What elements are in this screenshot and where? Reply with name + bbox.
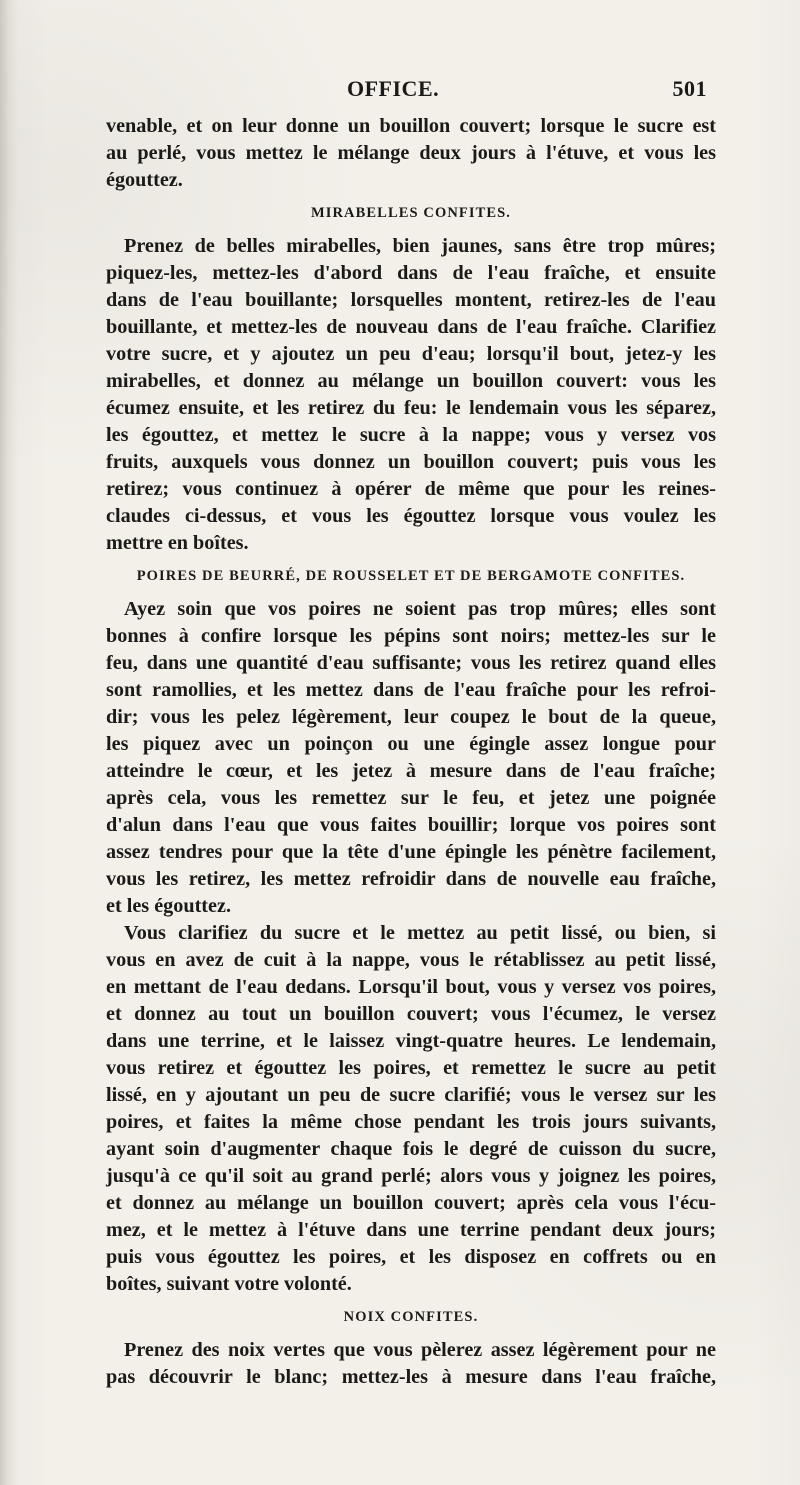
text-line: dans une terrine, et le laissez vingt-quatre heures. Le lendemain, [106,1030,716,1052]
page-fold-shadow [0,0,18,1485]
page-content [106,113,716,1391]
text-line: en mettant de l'eau dedans. Lorsqu'il bout, vous y versez vos poires, [106,976,716,998]
text-line: vous en avez de cuit à la nappe, vous le rétablissez au petit lissé, [106,949,716,971]
section-title-noix: NOIX CONFITES. [343,1309,479,1325]
text-line: mettre en boîtes. [106,532,249,554]
text-line: dans de l'eau bouillante; lorsquelles montent, retirez-les de l'eau [106,289,716,311]
text-line: feu, dans une quantité d'eau suffisante; vous les retirez quand elles [106,652,716,674]
running-title: OFFICE. [347,76,440,101]
page-number: 501 [672,76,707,101]
text-line: dir; vous les pelez légèrement, leur coupez le bout de la queue, [106,706,716,728]
text-line: sont ramollies, et les mettez dans de l'eau fraîche pour les refroi- [106,679,716,701]
text-line: mirabelles, et donnez au mélange un bouillon couvert: vous les [106,370,716,392]
text-line: d'alun dans l'eau que vous faites bouillir; lorque vos poires sont [106,814,716,836]
text-line: piquez-les, mettez-les d'abord dans de l'eau fraîche, et ensuite [106,262,716,284]
text-line: puis vous égouttez les poires, et les disposez en coffrets ou en [106,1246,716,1268]
mirabelles-paragraph [106,233,716,557]
text-line: poires, et faites la même chose pendant les trois jours suivants, [106,1111,716,1133]
text-line: Prenez de belles mirabelles, bien jaunes, sans être trop mûres; [124,235,716,257]
text-line: au perlé, vous mettez le mélange deux jours à l'étuve, et vous les [106,142,716,164]
text-line: lissé, en y ajoutant un peu de sucre clarifié; vous le versez sur les [106,1084,716,1106]
text-line: jusqu'à ce qu'il soit au grand perlé; alors vous y joignez les poires, [106,1165,716,1187]
text-line: mez, et le mettez à l'étuve dans une terrine pendant deux jours; [106,1219,716,1241]
text-line: et donnez au tout un bouillon couvert; vous l'écumez, le versez [106,1003,716,1025]
text-line: et les égouttez. [106,895,231,917]
text-line: vous les retirez, les mettez refroidir dans de nouvelle eau fraîche, [106,868,716,890]
text-line: les piquez avec un poinçon ou une égingle assez longue pour [106,733,716,755]
text-line: ayant soin d'augmenter chaque fois le degré de cuisson du sucre, [106,1138,716,1160]
text-line: venable, et on leur donne un bouillon couvert; lorsque le sucre est [106,115,716,137]
text-line: pas découvrir le blanc; mettez-les à mesure dans l'eau fraîche, [106,1366,716,1388]
poires-paragraph-1 [106,596,716,920]
text-line: vous retirez et égouttez les poires, et remettez le sucre au petit [106,1057,716,1079]
text-line: assez tendres pour que la tête d'une épingle les pénètre facilement, [106,841,716,863]
text-line: égouttez. [106,169,183,191]
page-header [103,76,713,108]
intro-paragraph [106,113,716,194]
text-line: les égouttez, et mettez le sucre à la nappe; vous y versez vos [106,424,716,446]
text-line: claudes ci-dessus, et vous les égouttez lorsque vous voulez les [106,505,716,527]
noix-paragraph [106,1337,716,1391]
section-title-mirabelles: MIRABELLES CONFITES. [310,205,512,221]
text-line: après cela, vous les remettez sur le feu, et jetez une poignée [106,787,716,809]
text-line: boîtes, suivant votre volonté. [106,1273,352,1295]
text-line: fruits, auxquels vous donnez un bouillon couvert; puis vous les [106,451,716,473]
section-title-poires: POIRES DE BEURRÉ, DE ROUSSELET ET DE BERGAMOTE CONFITES. [136,568,686,584]
poires-paragraph-2 [106,920,716,1298]
text-line: et donnez au mélange un bouillon couvert; après cela vous l'écu- [106,1192,716,1214]
text-line: Vous clarifiez du sucre et le mettez au petit lissé, ou bien, si [124,922,716,944]
text-line: retirez; vous continuez à opérer de même que pour les reines- [106,478,716,500]
text-line: bouillante, et mettez-les de nouveau dans de l'eau fraîche. Clarifiez [106,316,716,338]
text-line: Ayez soin que vos poires ne soient pas trop mûres; elles sont [124,598,716,620]
text-line: votre sucre, et y ajoutez un peu d'eau; lorsqu'il bout, jetez-y les [106,343,716,365]
text-line: Prenez des noix vertes que vous pèlerez assez légèrement pour ne [124,1339,716,1361]
text-line: bonnes à confire lorsque les pépins sont noirs; mettez-les sur le [106,625,716,647]
text-line: atteindre le cœur, et les jetez à mesure dans de l'eau fraîche; [106,760,716,782]
text-line: écumez ensuite, et les retirez du feu: le lendemain vous les séparez, [106,397,716,419]
